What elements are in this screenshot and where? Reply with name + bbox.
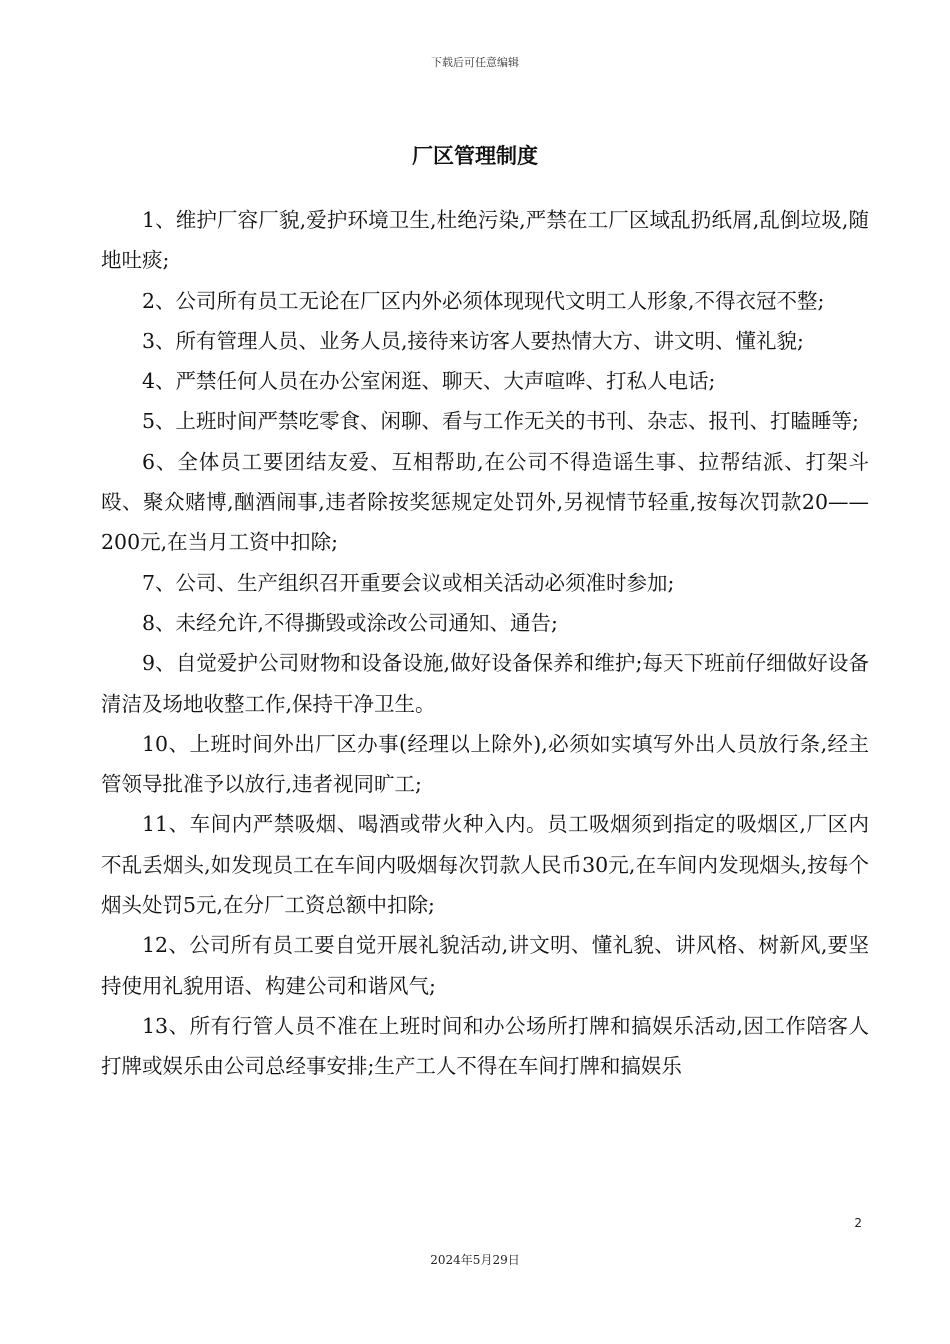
clause-11: 11、车间内严禁吸烟、喝酒或带火种入内。员工吸烟须到指定的吸烟区,厂区内不乱丢烟头,如发现员工在车间内吸烟每次罚款人民币30元,在车间内发现烟头,按每个烟头处罚5元,在分厂工资总额中扣除; (101, 812, 869, 918)
clause-9: 9、自觉爱护公司财物和设备设施,做好设备保养和维护;每天下班前仔细做好设备清洁及场地收整工作,保持干净卫生。 (101, 651, 869, 716)
clause-2: 2、公司所有员工无论在厂区内外必须体现现代文明工人形象,不得衣冠不整; (142, 288, 825, 313)
clause-6: 6、全体员工要团结友爱、互相帮助,在公司不得造谣生事、拉帮结派、打架斗殴、聚众赌博,酗酒闹事,违者除按奖惩规定处罚外,另视情节轻重,按每次罚款20——200元,在当月工资中扣除; (101, 449, 869, 555)
footer-date: 2024年5月29日 (430, 1253, 520, 1267)
page-number: 2 (854, 1216, 862, 1230)
document-title: 厂区管理制度 (412, 144, 538, 168)
clause-1: 1、维护厂容厂貌,爱护环境卫生,杜绝污染,严禁在工厂区域乱扔纸屑,乱倒垃圾,随地吐痰; (101, 208, 869, 273)
clause-8: 8、未经允许,不得撕毁或涂改公司通知、通告; (142, 610, 558, 635)
header-note: 下载后可任意编辑 (431, 56, 519, 69)
clause-13: 13、所有行管人员不准在上班时间和办公场所打牌和搞娱乐活动,因工作陪客人打牌或娱乐由公司总经事安排;生产工人不得在车间打牌和搞娱乐 (101, 1013, 869, 1079)
document-body (101, 200, 869, 1087)
clause-7: 7、公司、生产组织召开重要会议或相关活动必须准时参加; (142, 570, 675, 595)
clause-10: 10、上班时间外出厂区办事(经理以上除外),必须如实填写外出人员放行条,经主管领导批准予以放行,违者视同旷工; (101, 731, 869, 797)
clause-5: 5、上班时间严禁吃零食、闲聊、看与工作无关的书刊、杂志、报刊、打瞌睡等; (142, 409, 859, 434)
clause-12: 12、公司所有员工要自觉开展礼貌活动,讲文明、懂礼貌、讲风格、树新风,要坚持使用礼貌用语、构建公司和谐风气; (101, 933, 869, 998)
clause-4: 4、严禁任何人员在办公室闲逛、聊天、大声喧哗、打私人电话; (142, 369, 716, 394)
clause-3: 3、所有管理人员、业务人员,接待来访客人要热情大方、讲文明、懂礼貌; (142, 328, 804, 353)
